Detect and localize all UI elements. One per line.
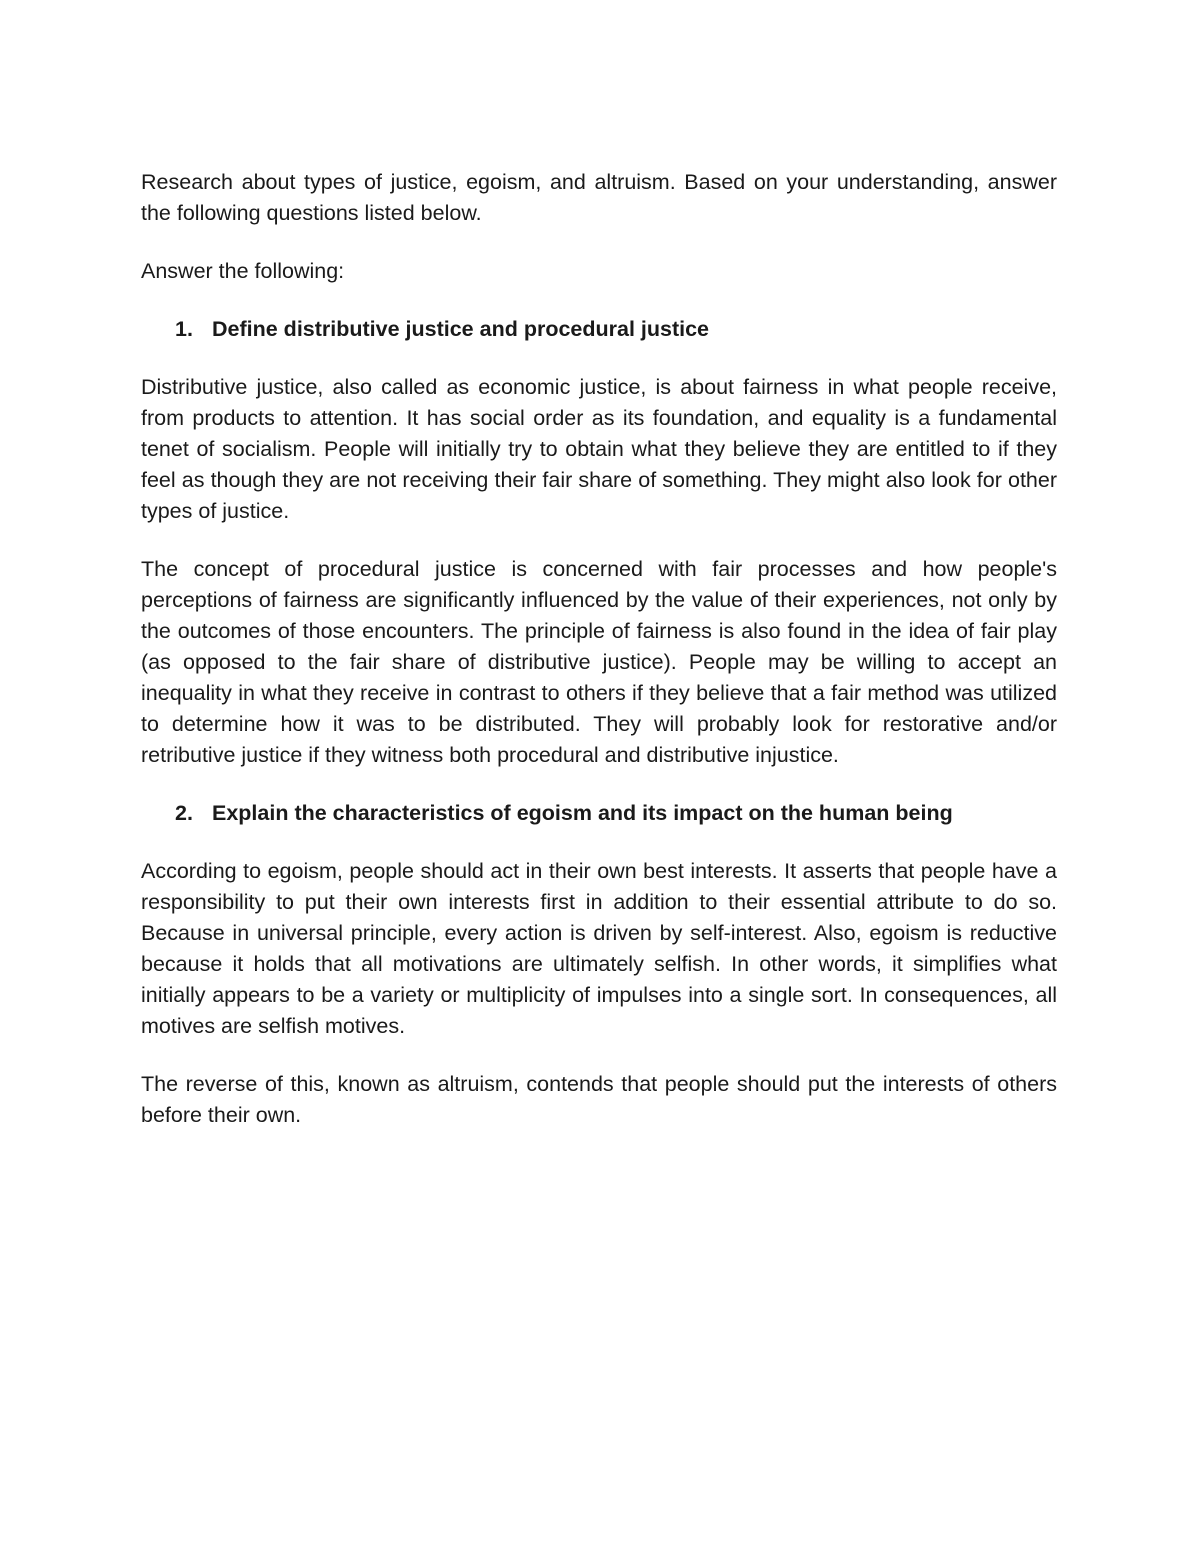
question-1-title: Define distributive justice and procedural justice <box>212 317 710 341</box>
question-2-title: Explain the characteristics of egoism and its impact on the human being <box>212 801 953 825</box>
question-2-heading <box>141 798 1057 829</box>
document-body <box>141 167 1057 1158</box>
question-1-number: 1. <box>175 317 193 341</box>
question-2-answer-paragraph-2: The reverse of this, known as altruism, contends that people should put the interests of others before their own. <box>141 1072 1057 1127</box>
question-2-number: 2. <box>175 801 193 825</box>
question-1-answer-paragraph-1: Distributive justice, also called as economic justice, is about fairness in what people receive, from products to attention. It has social order as its foundation, and equality is a fundamental tenet of socialism. People will initially try to obtain what they believe they are entitled to if they feel as though they are not receiving their fair share of something. They might also look for other types of justice. <box>141 375 1057 523</box>
question-1-answer-paragraph-2: The concept of procedural justice is concerned with fair processes and how people's perceptions of fairness are significantly influenced by the value of their experiences, not only by the outcomes of those encounters. The principle of fairness is also found in the idea of fair play (as opposed to the fair share of distributive justice). People may be willing to accept an inequality in what they receive in contrast to others if they believe that a fair method was utilized to determine how it was to be distributed. They will probably look for restorative and/or retributive justice if they witness both procedural and distributive injustice. <box>141 557 1057 767</box>
question-2-answer-paragraph-1: According to egoism, people should act in their own best interests. It asserts that people have a responsibility to put their own interests first in addition to their essential attribute to do so. Because in universal principle, every action is driven by self-interest. Also, egoism is reductive because it holds that all motivations are ultimately selfish. In other words, it simplifies what initially appears to be a variety or multiplicity of impulses into a single sort. In consequences, all motives are selfish motives. <box>141 859 1057 1038</box>
intro-paragraph: Research about types of justice, egoism, and altruism. Based on your understanding, answer the following questions listed below. <box>141 170 1057 225</box>
answer-label: Answer the following: <box>141 259 345 283</box>
question-1-heading <box>141 314 1057 345</box>
